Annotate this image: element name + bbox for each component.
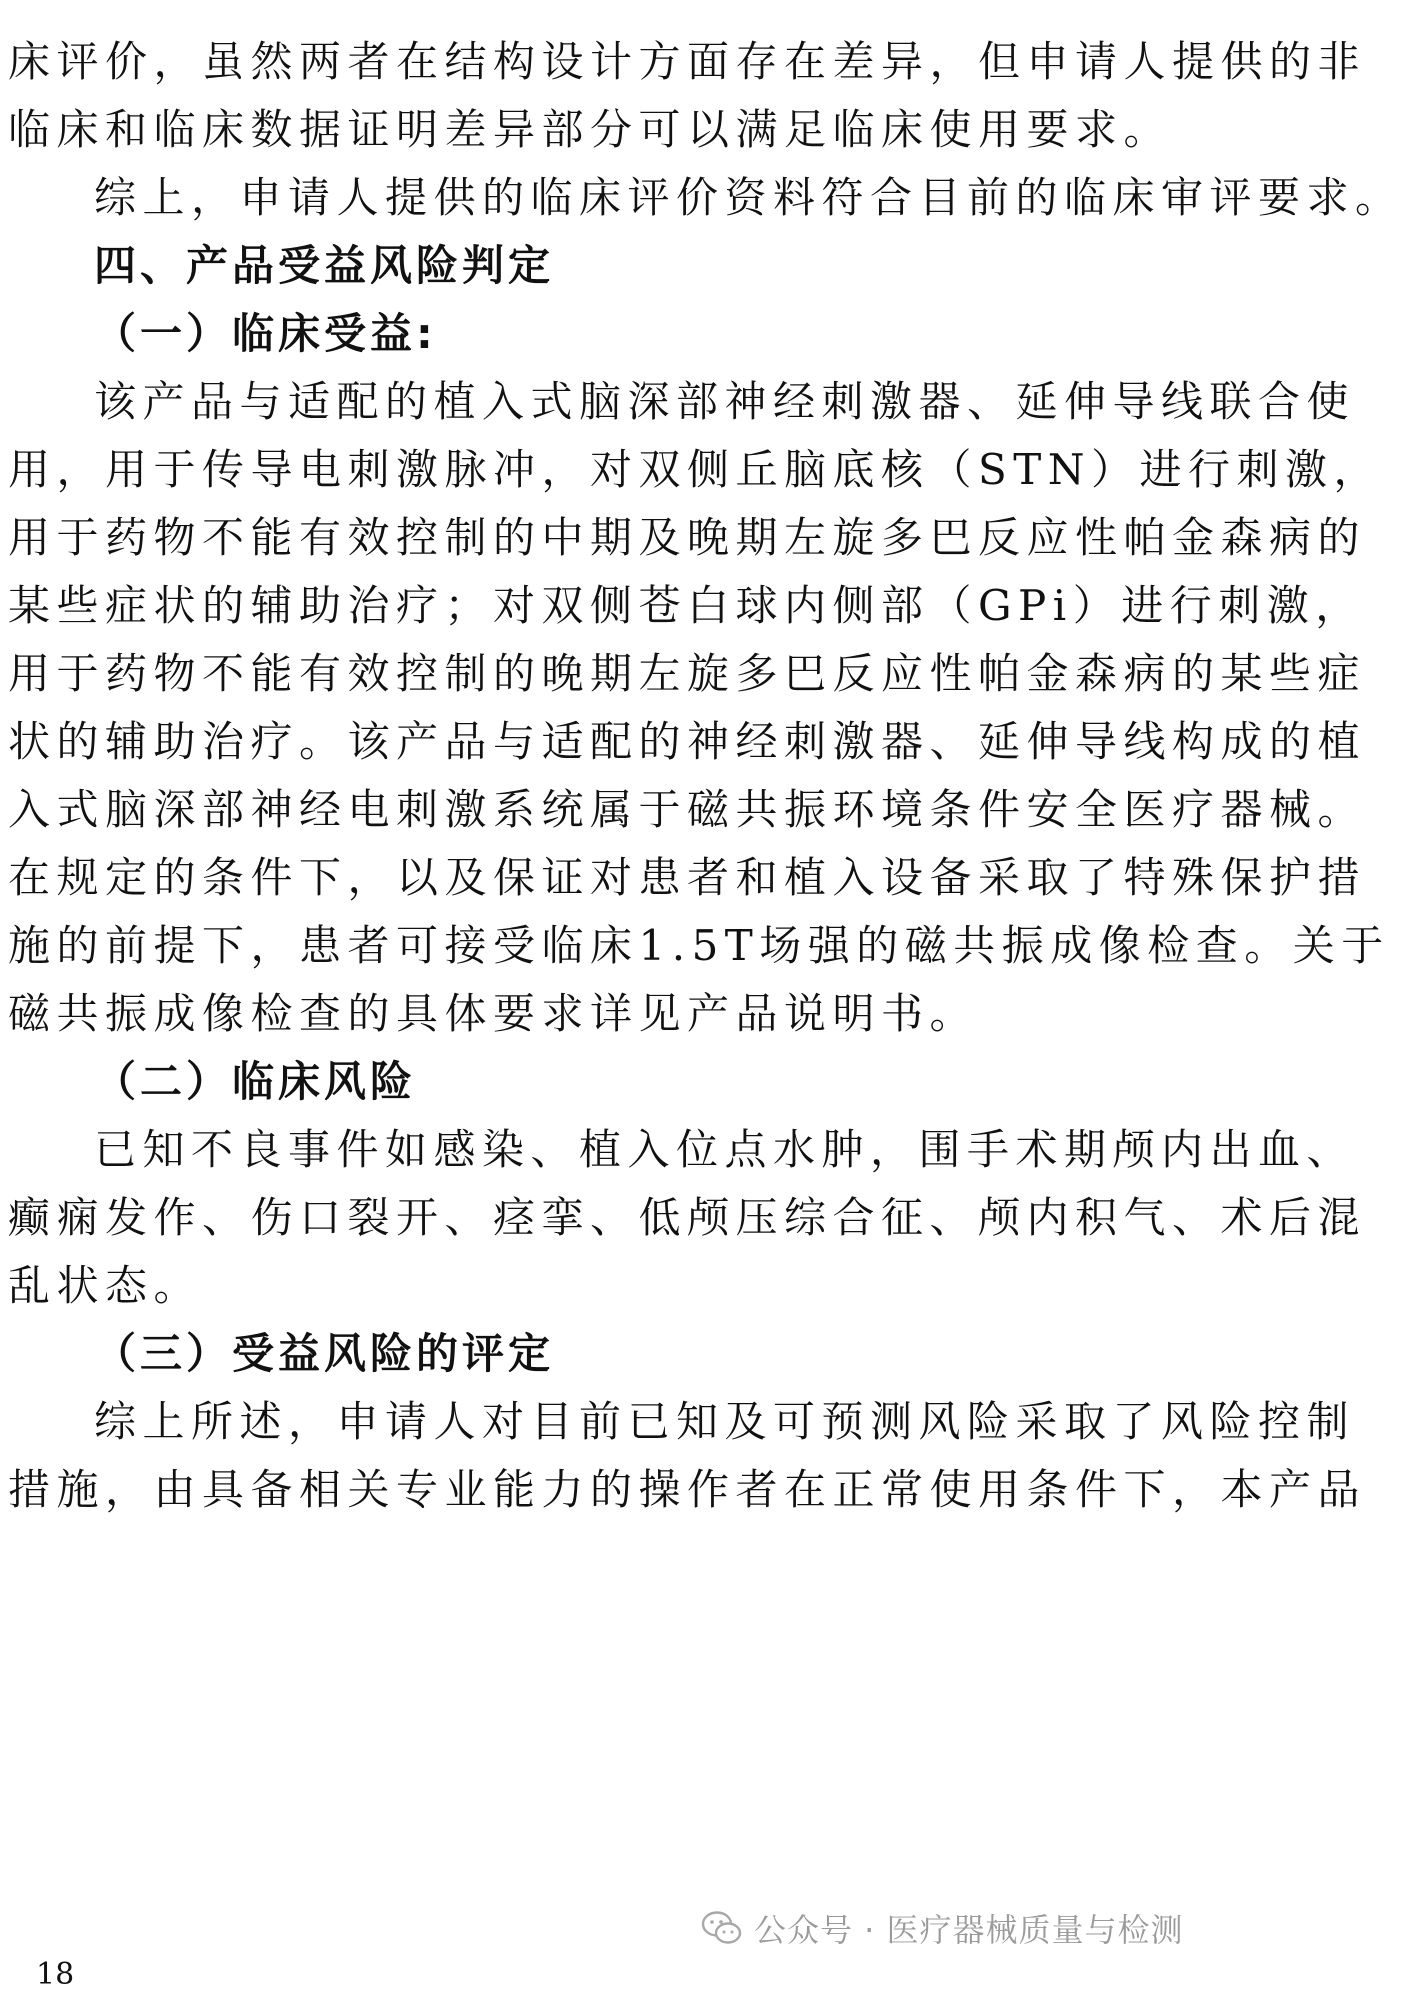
subsection-heading: （三）受益风险的评定 [94, 1329, 555, 1378]
body-text-line: 用于药物不能有效控制的晚期左旋多巴反应性帕金森病的某些症 [8, 649, 1367, 698]
body-text-line: 磁共振成像检查的具体要求详见产品说明书。 [8, 989, 979, 1038]
body-text-line: 用，用于传导电刺激脉冲，对双侧丘脑底核（STN）进行刺激， [8, 445, 1383, 494]
section-heading: 四、产品受益风险判定 [94, 241, 555, 290]
body-text-line: 某些症状的辅助治疗；对双侧苍白球内侧部（GPi）进行刺激， [8, 581, 1364, 630]
body-text-line: 措施，由具备相关专业能力的操作者在正常使用条件下，本产品 [8, 1465, 1367, 1514]
watermark [700, 1900, 1184, 1956]
subsection-heading: （二）临床风险 [94, 1057, 417, 1106]
body-text-line: 施的前提下，患者可接受临床1.5T场强的磁共振成像检查。关于 [8, 921, 1390, 970]
body-text-line: 该产品与适配的植入式脑深部神经刺激器、延伸导线联合使 [94, 377, 1356, 426]
body-text-line: 综上，申请人提供的临床评价资料符合目前的临床审评要求。 [94, 173, 1404, 222]
body-text-line: 用于药物不能有效控制的中期及晚期左旋多巴反应性帕金森病的 [8, 513, 1367, 562]
watermark-text: 公众号 · 医疗器械质量与检测 [754, 1911, 1184, 1949]
body-text-line: 在规定的条件下，以及保证对患者和植入设备采取了特殊保护措 [8, 853, 1367, 902]
body-text-line: 入式脑深部神经电刺激系统属于磁共振环境条件安全医疗器械。 [8, 785, 1367, 834]
wechat-icon [700, 1906, 744, 1950]
body-text-line: 癫痫发作、伤口裂开、痉挛、低颅压综合征、颅内积气、术后混 [8, 1193, 1367, 1242]
subsection-heading: （一）临床受益: [94, 309, 437, 358]
body-text-line: 状的辅助治疗。该产品与适配的神经刺激器、延伸导线构成的植 [8, 717, 1367, 766]
body-text-line: 乱状态。 [8, 1261, 203, 1310]
body-text-line: 已知不良事件如感染、植入位点水肿，围手术期颅内出血、 [94, 1125, 1356, 1174]
body-text-line: 综上所述，申请人对目前已知及可预测风险采取了风险控制 [94, 1397, 1356, 1446]
body-text-line: 床评价，虽然两者在结构设计方面存在差异，但申请人提供的非 [8, 37, 1367, 86]
page-number: 18 [36, 1957, 75, 1992]
body-text-line: 临床和临床数据证明差异部分可以满足临床使用要求。 [8, 105, 1173, 154]
